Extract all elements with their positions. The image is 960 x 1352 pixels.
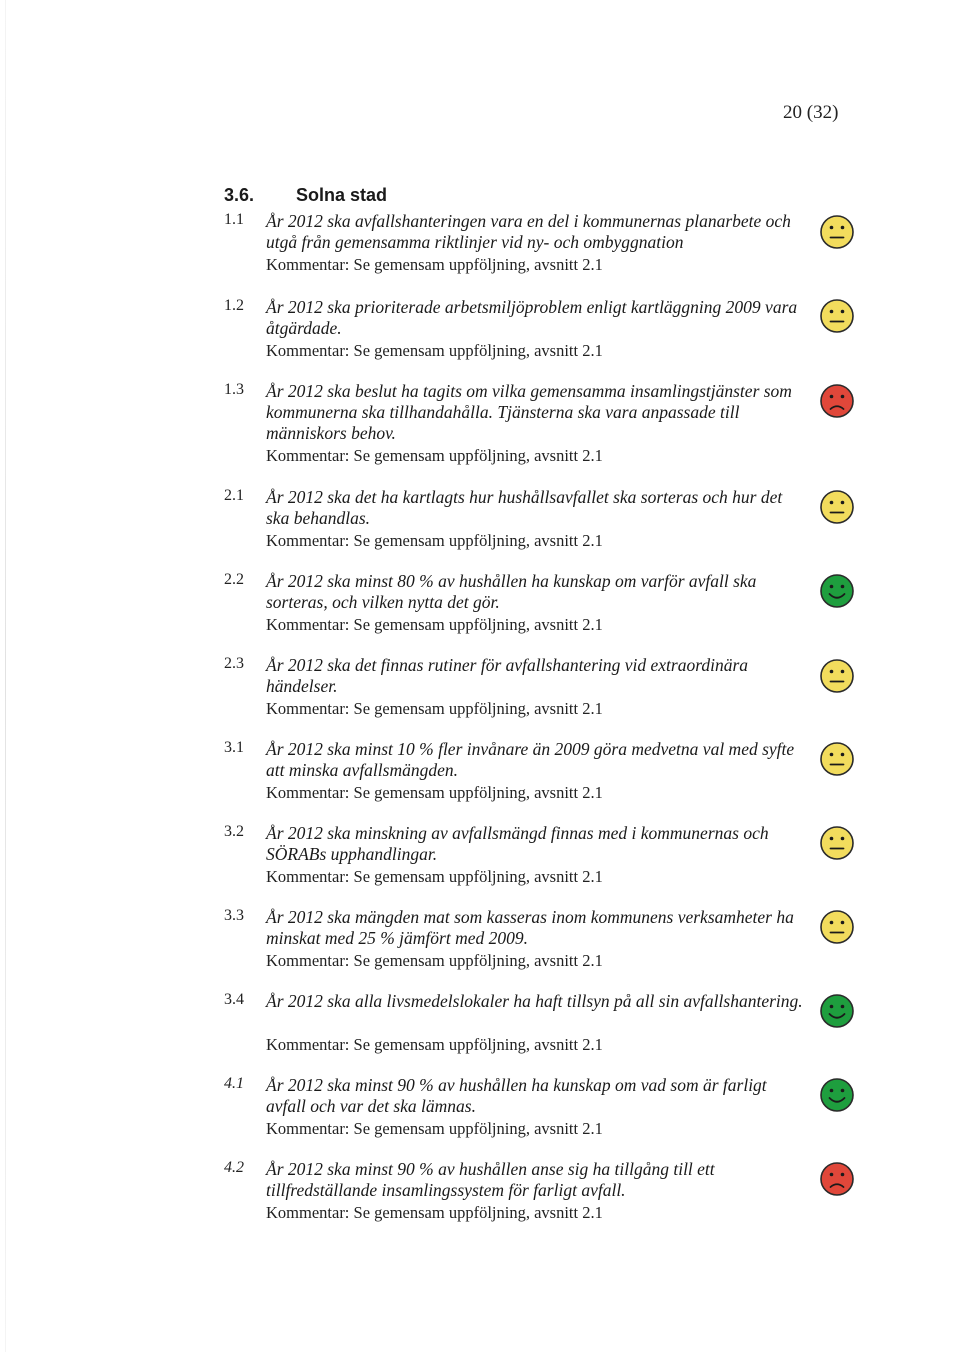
smiley-graphic bbox=[819, 1077, 855, 1113]
smiley-graphic bbox=[819, 1161, 855, 1197]
neutral-face-icon bbox=[819, 825, 855, 861]
goal-number: 2.2 bbox=[224, 571, 244, 588]
goal-text: År 2012 ska beslut ha tagits om vilka gemensamma insamlingstjänster som kommunerna ska tillhandahålla. Tjänsterna ska vara anpassade till människors behov. bbox=[266, 381, 792, 443]
smiley-graphic bbox=[819, 298, 855, 334]
goal-comment: Kommentar: Se gemensam uppföljning, avsnitt 2.1 bbox=[266, 783, 603, 802]
smiley-graphic bbox=[819, 658, 855, 694]
section-number: 3.6. bbox=[224, 185, 255, 205]
goal-number: 4.2 bbox=[224, 1159, 244, 1176]
goal-text: År 2012 ska minskning av avfallsmängd finnas med i kommunernas och SÖRABs upphandlingar. bbox=[266, 823, 769, 864]
goal-comment: Kommentar: Se gemensam uppföljning, avsnitt 2.1 bbox=[266, 531, 603, 550]
goal-number: 4.1 bbox=[224, 1075, 244, 1092]
smiley-graphic bbox=[819, 741, 855, 777]
goal-comment: Kommentar: Se gemensam uppföljning, avsnitt 2.1 bbox=[266, 255, 603, 274]
goal-text: År 2012 ska prioriterade arbetsmiljöproblem enligt kartläggning 2009 vara åtgärdade. bbox=[266, 297, 798, 338]
smiley-graphic bbox=[819, 993, 855, 1029]
goal-number: 3.1 bbox=[224, 739, 244, 756]
goal-text: År 2012 ska mängden mat som kasseras inom kommunens verksamheter ha minskat med 25 % jämfört med 2009. bbox=[266, 907, 794, 948]
smiley-graphic bbox=[819, 909, 855, 945]
goal-text: År 2012 ska minst 80 % av hushållen ha kunskap om varför avfall ska sorteras, och vilken nytta det gör. bbox=[266, 571, 757, 612]
page-number: 20 (32) bbox=[783, 102, 839, 123]
goal-text: År 2012 ska det ha kartlagts hur hushållsavfallet ska sorteras och hur det ska behandlas. bbox=[266, 487, 783, 528]
goal-text: År 2012 ska minst 10 % fler invånare än 2009 göra medvetna val med syfte att minska avfallsmängden. bbox=[266, 739, 795, 780]
neutral-face-icon bbox=[819, 741, 855, 777]
goal-comment: Kommentar: Se gemensam uppföljning, avsnitt 2.1 bbox=[266, 341, 603, 360]
happy-face-icon bbox=[819, 993, 855, 1029]
scan-edge bbox=[5, 0, 6, 1352]
goal-number: 3.3 bbox=[224, 907, 244, 924]
goal-comment: Kommentar: Se gemensam uppföljning, avsnitt 2.1 bbox=[266, 615, 603, 634]
smiley-graphic bbox=[819, 214, 855, 250]
happy-face-icon bbox=[819, 1077, 855, 1113]
neutral-face-icon bbox=[819, 909, 855, 945]
goal-comment: Kommentar: Se gemensam uppföljning, avsnitt 2.1 bbox=[266, 699, 603, 718]
goal-comment: Kommentar: Se gemensam uppföljning, avsnitt 2.1 bbox=[266, 1119, 603, 1138]
goal-comment: Kommentar: Se gemensam uppföljning, avsnitt 2.1 bbox=[266, 867, 603, 886]
goal-number: 1.2 bbox=[224, 297, 244, 314]
goal-comment: Kommentar: Se gemensam uppföljning, avsnitt 2.1 bbox=[266, 1203, 603, 1222]
sad-face-icon bbox=[819, 383, 855, 419]
goal-text: År 2012 ska alla livsmedelslokaler ha haft tillsyn på all sin avfallshantering. bbox=[266, 991, 803, 1011]
goal-text: År 2012 ska det finnas rutiner för avfallshantering vid extraordinära händelser. bbox=[266, 655, 749, 696]
goal-text: År 2012 ska minst 90 % av hushållen anse sig ha tillgång till ett tillfredställande insamlingssystem för farligt avfall. bbox=[266, 1159, 715, 1200]
goal-comment: Kommentar: Se gemensam uppföljning, avsnitt 2.1 bbox=[266, 1035, 603, 1054]
happy-face-icon bbox=[819, 573, 855, 609]
goal-comment: Kommentar: Se gemensam uppföljning, avsnitt 2.1 bbox=[266, 446, 603, 465]
goal-text: År 2012 ska minst 90 % av hushållen ha kunskap om vad som är farligt avfall och var det ska lämnas. bbox=[266, 1075, 767, 1116]
smiley-graphic bbox=[819, 825, 855, 861]
section-heading bbox=[224, 185, 387, 206]
smiley-graphic bbox=[819, 489, 855, 525]
neutral-face-icon bbox=[819, 298, 855, 334]
goal-comment: Kommentar: Se gemensam uppföljning, avsnitt 2.1 bbox=[266, 951, 603, 970]
smiley-graphic bbox=[819, 573, 855, 609]
goal-number: 3.2 bbox=[224, 823, 244, 840]
section-title: Solna stad bbox=[296, 185, 388, 205]
goal-number: 3.4 bbox=[224, 991, 244, 1008]
neutral-face-icon bbox=[819, 658, 855, 694]
neutral-face-icon bbox=[819, 489, 855, 525]
goal-number: 1.3 bbox=[224, 381, 244, 398]
sad-face-icon bbox=[819, 1161, 855, 1197]
goal-text: År 2012 ska avfallshanteringen vara en del i kommunernas planarbete och utgå från gemensamma riktlinjer vid ny- och ombyggnation bbox=[266, 211, 791, 252]
goal-number: 1.1 bbox=[224, 211, 244, 228]
neutral-face-icon bbox=[819, 214, 855, 250]
smiley-graphic bbox=[819, 383, 855, 419]
goal-number: 2.3 bbox=[224, 655, 244, 672]
goal-number: 2.1 bbox=[224, 487, 244, 504]
